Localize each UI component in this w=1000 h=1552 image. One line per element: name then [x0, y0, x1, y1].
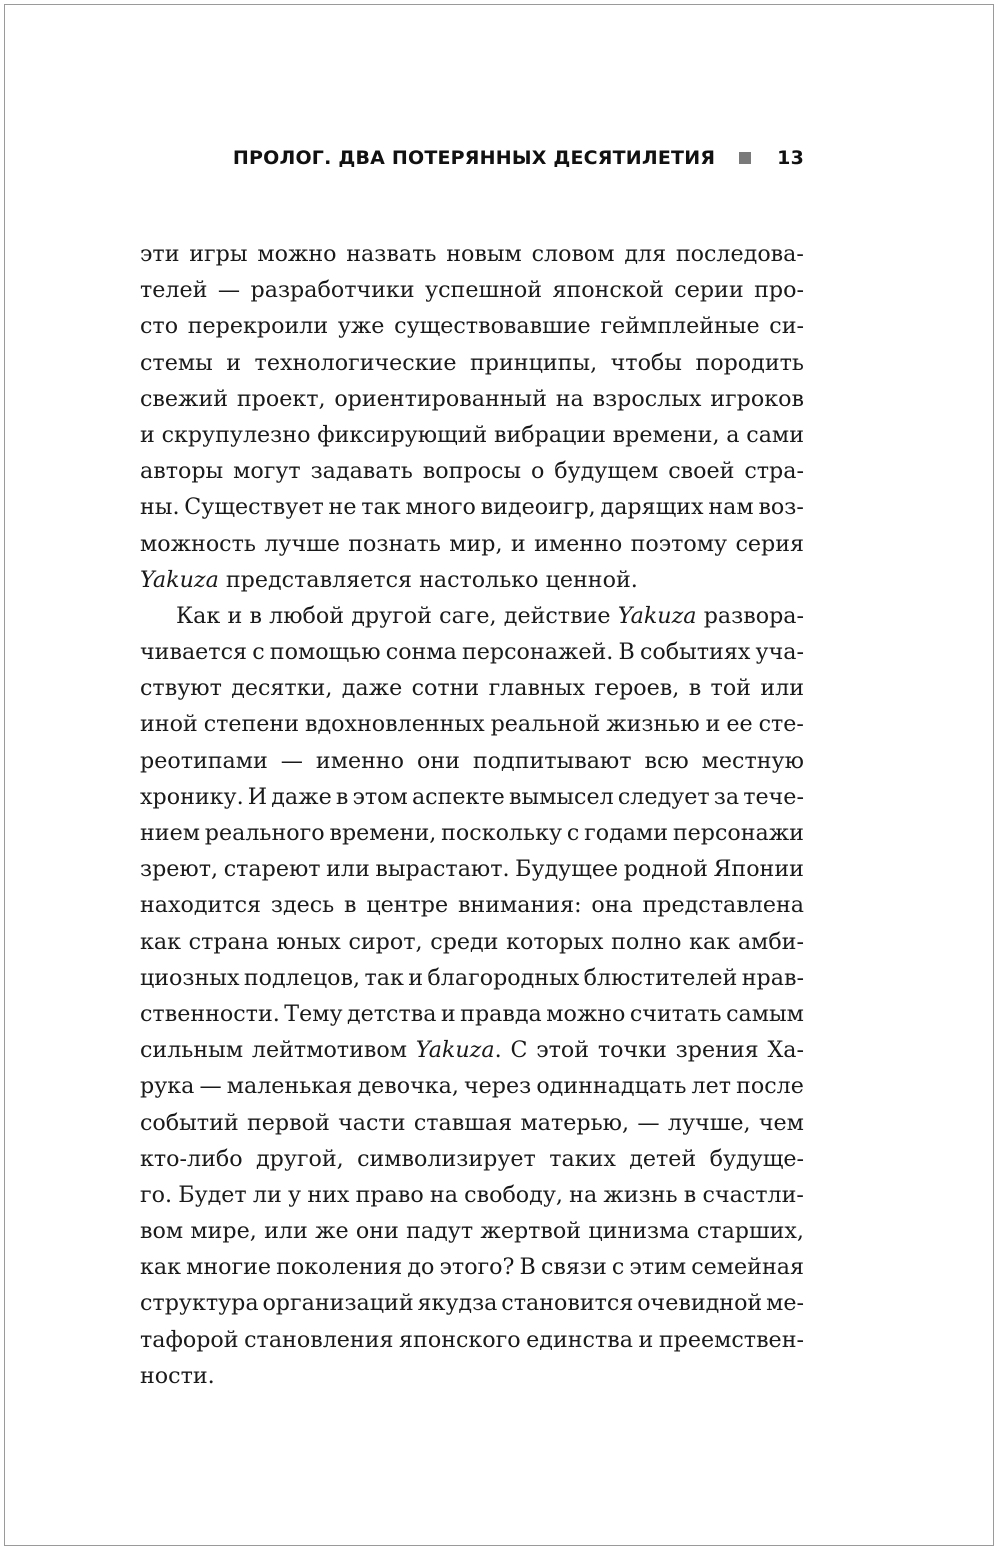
text-line: го. Будет ли у них право на свободу, на жизнь в счастли- [140, 1181, 804, 1208]
text-line: событий первой части ставшая матерью, — лучше, чем [140, 1109, 804, 1136]
text-line: хронику. И даже в этом аспекте вымысел следует за тече- [140, 783, 804, 810]
text-line: ности. [140, 1362, 215, 1389]
text-line: ственности. Тему детства и правда можно считать самым [140, 1000, 804, 1027]
text-line: телей — разработчики успешной японской серии про- [140, 277, 804, 304]
text-line: нием реального времени, поскольку с годами персонажи [140, 820, 804, 846]
text-line: циозных подлецов, так и благородных блюстителей нрав- [140, 964, 804, 991]
text-line: эти игры можно назвать новым словом для последова- [140, 241, 804, 267]
text-line: как страна юных сирот, среди которых полно как амби- [140, 928, 804, 955]
running-header-title: ПРОЛОГ. ДВА ПОТЕРЯННЫХ ДЕСЯТИЛЕТИЯ [232, 147, 716, 169]
text-line: стемы и технологические принципы, чтобы породить [140, 349, 804, 376]
text-line: можность лучше познать мир, и именно поэтому серия [140, 530, 804, 557]
body-text [140, 236, 804, 1394]
text-line: Yakuza представляется настолько ценной. [140, 566, 638, 593]
text-line: ны. Существует не так много видеоигр, дарящих нам воз- [140, 494, 804, 521]
text-line: находится здесь в центре внимания: она представлена [140, 892, 804, 919]
text-line: и скрупулезно фиксирующий вибрации времени, а сами [140, 421, 804, 448]
text-line: свежий проект, ориентированный на взрослых игроков [140, 385, 804, 412]
text-line: ствуют десятки, даже сотни главных героев, в той или [140, 675, 804, 702]
text-line: как многие поколения до этого? В связи с этим семейная [140, 1254, 804, 1281]
running-header [140, 140, 804, 176]
text-line: Как и в любой другой саге, действие Yakuza развора- [176, 602, 804, 629]
text-line: авторы могут задавать вопросы о будущем своей стра- [140, 458, 804, 485]
text-line: реотипами — именно они подпитывают всю местную [140, 747, 804, 774]
page-number: 13 [777, 147, 804, 169]
text-line: чивается с помощью сонма персонажей. В событиях уча- [140, 639, 804, 666]
text-line: кто-либо другой, символизирует таких детей будуще- [140, 1145, 804, 1172]
text-line: вом мире, или же они падут жертвой цинизма старших, [140, 1218, 804, 1245]
text-line: рука — маленькая девочка, через одиннадцать лет после [140, 1073, 804, 1100]
text-line: зреют, стареют или вырастают. Будущее родной Японии [140, 856, 804, 883]
header-separator-square-icon [739, 152, 751, 164]
text-line: сто перекроили уже существовавшие геймплейные си- [140, 313, 804, 340]
text-line: тафорой становления японского единства и преемствен- [140, 1326, 804, 1353]
text-line: структура организаций якудза становится очевидной ме- [140, 1290, 804, 1317]
text-line: сильным лейтмотивом Yakuza. С этой точки зрения Ха- [140, 1037, 804, 1064]
text-line: иной степени вдохновленных реальной жизнью и ее сте- [140, 711, 804, 738]
